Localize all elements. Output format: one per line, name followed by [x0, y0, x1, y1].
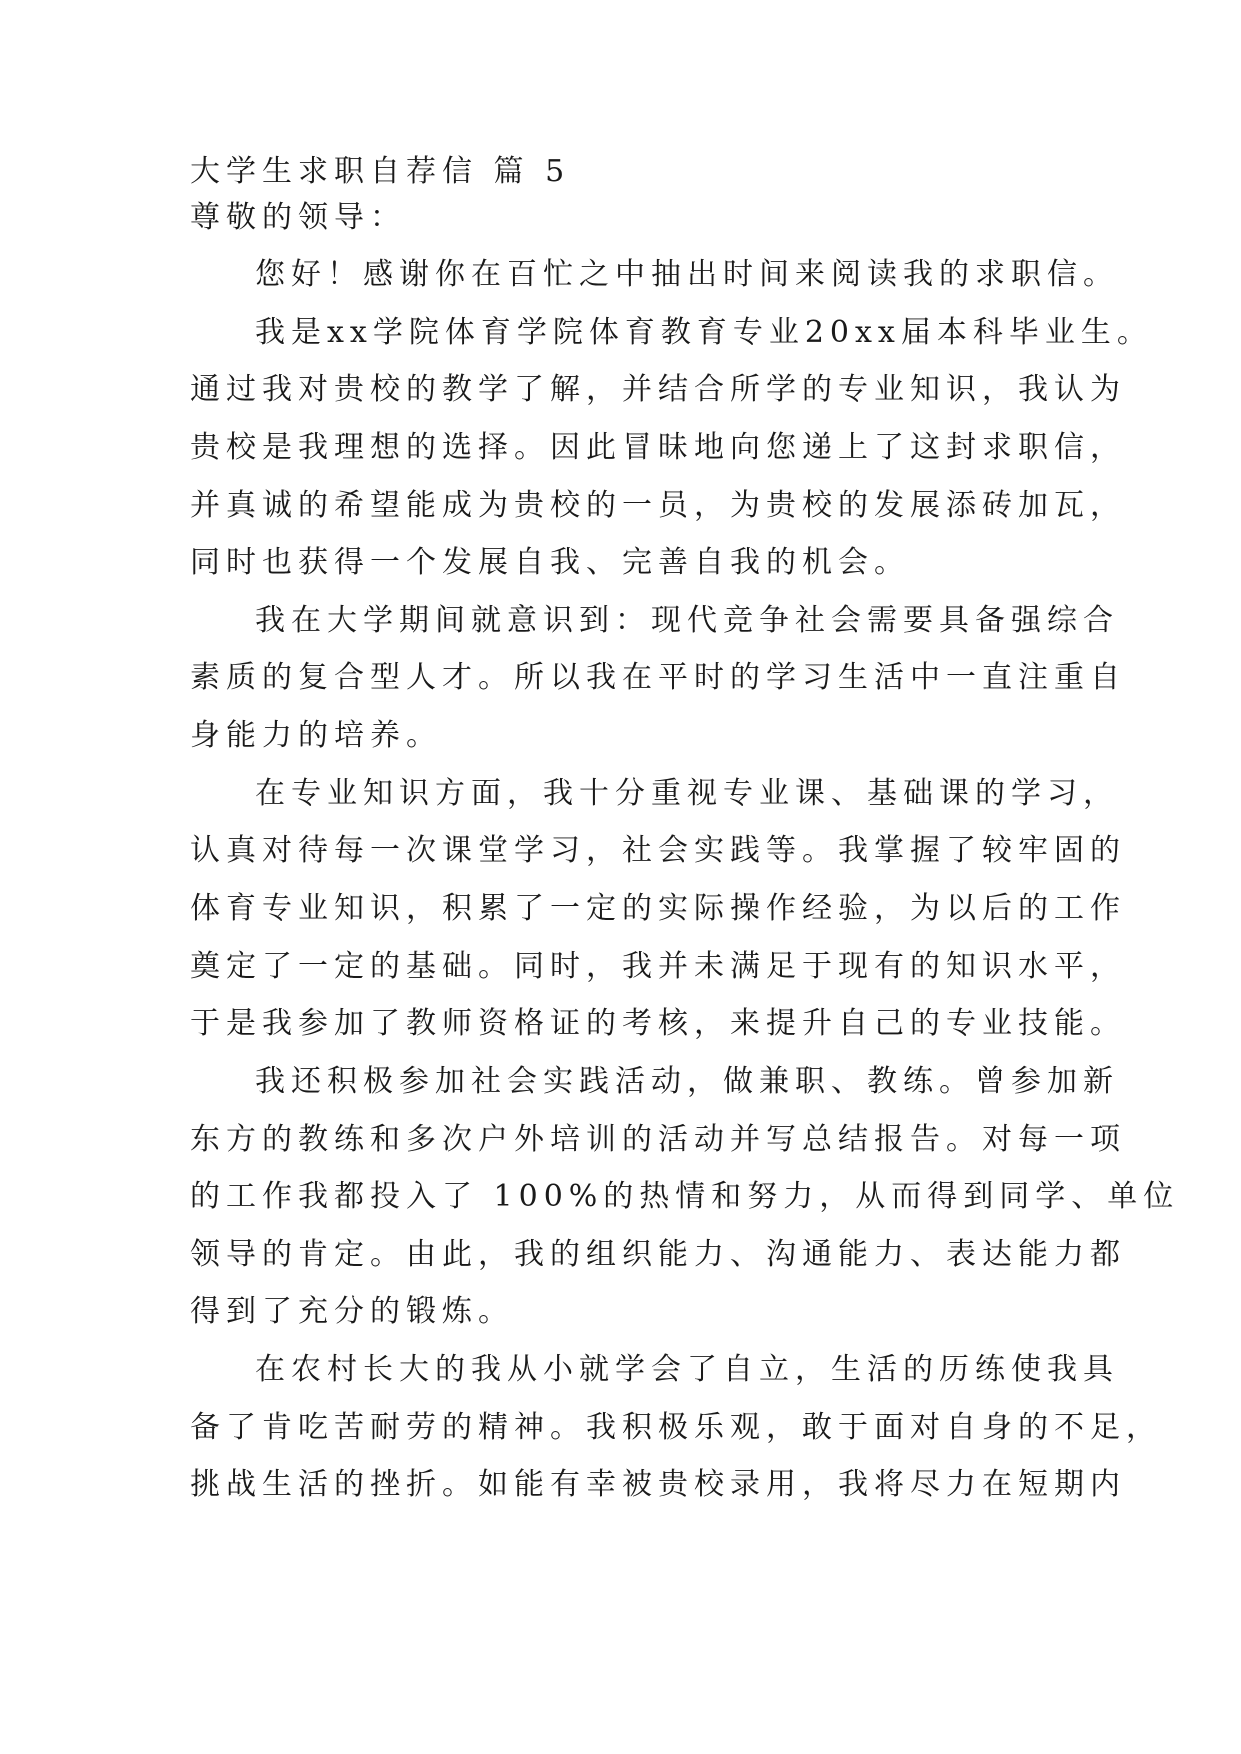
body-line: 备了肯吃苦耐劳的精神。我积极乐观，敢于面对自身的不足， [190, 1410, 1162, 1445]
body-line: 我还积极参加社会实践活动，做兼职、教练。曾参加新 [255, 1064, 1119, 1099]
body-line: 贵校是我理想的选择。因此冒昧地向您递上了这封求职信， [190, 430, 1126, 465]
document-title: 大学生求职自荐信 篇 5 [190, 154, 571, 189]
body-line: 领导的肯定。由此，我的组织能力、沟通能力、表达能力都 [190, 1237, 1126, 1272]
salutation: 尊敬的领导： [190, 200, 406, 235]
body-line: 奠定了一定的基础。同时，我并未满足于现有的知识水平， [190, 949, 1126, 984]
body-line: 体育专业知识，积累了一定的实际操作经验，为以后的工作 [190, 891, 1126, 926]
body-line: 通过我对贵校的教学了解，并结合所学的专业知识，我认为 [190, 372, 1126, 407]
body-line: 得到了充分的锻炼。 [190, 1294, 514, 1329]
body-line: 我在大学期间就意识到：现代竞争社会需要具备强综合 [255, 603, 1119, 638]
body-line: 于是我参加了教师资格证的考核，来提升自己的专业技能。 [190, 1006, 1126, 1041]
body-line: 我是xx学院体育学院体育教育专业20xx届本科毕业生。 [255, 315, 1153, 350]
body-line: 认真对待每一次课堂学习，社会实践等。我掌握了较牢固的 [190, 833, 1126, 868]
body-line: 身能力的培养。 [190, 718, 442, 753]
body-line: 在农村长大的我从小就学会了自立，生活的历练使我具 [255, 1352, 1119, 1387]
body-line: 东方的教练和多次户外培训的活动并写总结报告。对每一项 [190, 1122, 1126, 1157]
body-line: 挑战生活的挫折。如能有幸被贵校录用，我将尽力在短期内 [190, 1467, 1126, 1502]
body-line: 的工作我都投入了 100%的热情和努力，从而得到同学、单位 [190, 1179, 1180, 1214]
body-line: 您好！感谢你在百忙之中抽出时间来阅读我的求职信。 [255, 257, 1119, 292]
body-line: 在专业知识方面，我十分重视专业课、基础课的学习， [255, 776, 1119, 811]
body-line: 素质的复合型人才。所以我在平时的学习生活中一直注重自 [190, 660, 1126, 695]
body-line: 同时也获得一个发展自我、完善自我的机会。 [190, 545, 910, 580]
body-line: 并真诚的希望能成为贵校的一员，为贵校的发展添砖加瓦， [190, 488, 1126, 523]
